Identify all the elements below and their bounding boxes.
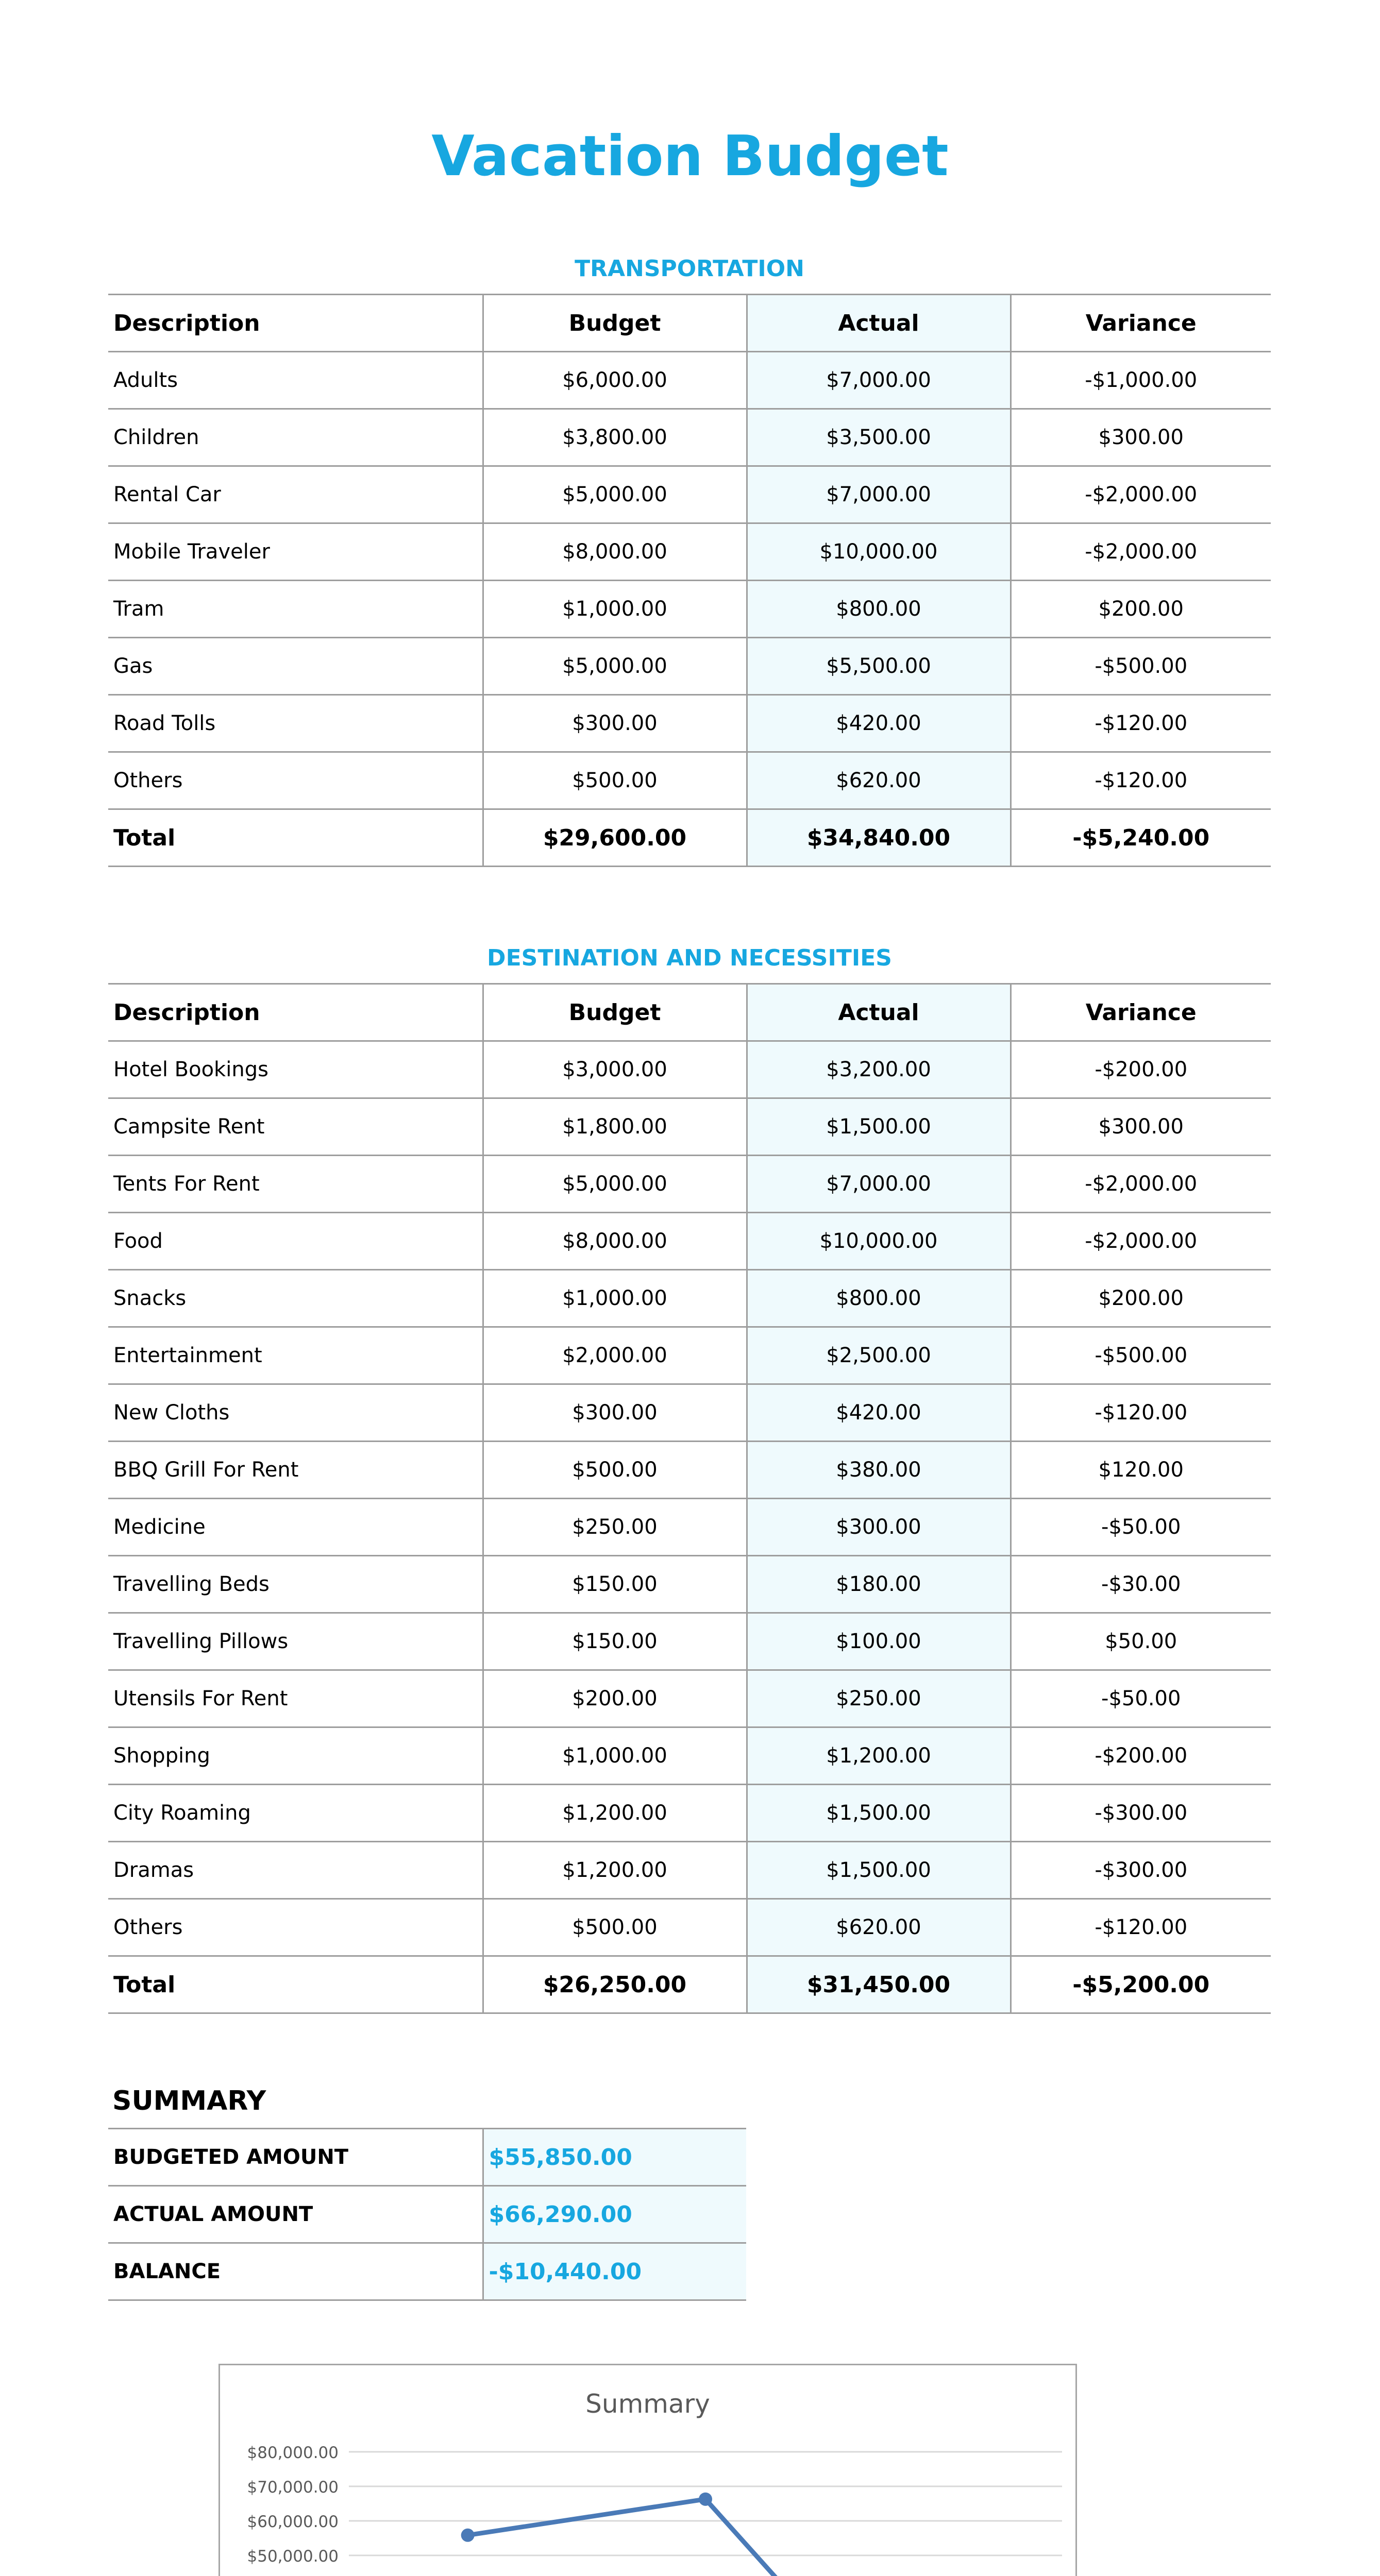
y-tick-label: $50,000.00 [247, 2547, 339, 2566]
row-budget: $300.00 [483, 1384, 747, 1442]
row-actual: $10,000.00 [747, 1213, 1011, 1270]
transportation-table [108, 294, 1271, 867]
row-budget: $3,000.00 [483, 1041, 747, 1098]
row-variance: -$2,000.00 [1011, 1156, 1271, 1213]
table-row [108, 1327, 1271, 1384]
table-row [108, 1727, 1271, 1785]
column-header-actual: Actual [747, 984, 1011, 1041]
table-row [108, 523, 1271, 581]
row-budget: $1,000.00 [483, 1270, 747, 1327]
row-budget: $5,000.00 [483, 638, 747, 695]
summary-heading: SUMMARY [112, 2086, 266, 2116]
row-description: Road Tolls [108, 695, 483, 752]
row-description: New Cloths [108, 1384, 483, 1442]
row-budget: $300.00 [483, 695, 747, 752]
table-row [108, 1041, 1271, 1098]
table-row [108, 1156, 1271, 1213]
row-budget: $1,000.00 [483, 1727, 747, 1785]
row-variance: $120.00 [1011, 1442, 1271, 1499]
column-header-description: Description [108, 295, 483, 352]
row-description: Mobile Traveler [108, 523, 483, 581]
row-actual: $420.00 [747, 695, 1011, 752]
row-variance: -$2,000.00 [1011, 466, 1271, 523]
page-title: Vacation Budget [431, 124, 949, 189]
row-variance: -$2,000.00 [1011, 523, 1271, 581]
summary-table [108, 2128, 746, 2301]
row-budget: $150.00 [483, 1556, 747, 1613]
row-description: Snacks [108, 1270, 483, 1327]
summary-row [108, 2129, 746, 2186]
table-row [108, 638, 1271, 695]
summary-row [108, 2243, 746, 2300]
row-variance: -$30.00 [1011, 1556, 1271, 1613]
total-actual: $34,840.00 [747, 809, 1011, 867]
summary-value: -$10,440.00 [483, 2243, 746, 2300]
table-row [108, 581, 1271, 638]
table-row [108, 352, 1271, 409]
column-header-budget: Budget [483, 984, 747, 1041]
row-description: Children [108, 409, 483, 466]
row-description: Hotel Bookings [108, 1041, 483, 1098]
row-description: Shopping [108, 1727, 483, 1785]
destination-rows [108, 1041, 1271, 2013]
table-row [108, 1499, 1271, 1556]
row-description: BBQ Grill For Rent [108, 1442, 483, 1499]
row-variance: -$50.00 [1011, 1499, 1271, 1556]
row-actual: $5,500.00 [747, 638, 1011, 695]
row-budget: $200.00 [483, 1670, 747, 1727]
row-variance: -$500.00 [1011, 638, 1271, 695]
summary-value: $55,850.00 [483, 2129, 746, 2186]
row-variance: $300.00 [1011, 409, 1271, 466]
row-description: Tents For Rent [108, 1156, 483, 1213]
table-row [108, 1613, 1271, 1670]
total-budget: $29,600.00 [483, 809, 747, 867]
column-header-budget: Budget [483, 295, 747, 352]
row-variance: -$200.00 [1011, 1041, 1271, 1098]
table-row [108, 1384, 1271, 1442]
row-description: Dramas [108, 1842, 483, 1899]
row-budget: $2,000.00 [483, 1327, 747, 1384]
row-description: Food [108, 1213, 483, 1270]
summary-chart [218, 2364, 1077, 2576]
row-budget: $500.00 [483, 1899, 747, 1956]
total-variance: -$5,200.00 [1011, 1956, 1271, 2013]
row-budget: $150.00 [483, 1613, 747, 1670]
column-header-variance: Variance [1011, 984, 1271, 1041]
row-actual: $3,500.00 [747, 409, 1011, 466]
row-description: Tram [108, 581, 483, 638]
row-variance: $200.00 [1011, 1270, 1271, 1327]
chart-title: Summary [585, 2389, 710, 2419]
summary-label: BALANCE [108, 2243, 483, 2300]
total-row [108, 1956, 1271, 2013]
data-point [461, 2529, 475, 2542]
row-actual: $300.00 [747, 1499, 1011, 1556]
summary-line-chart-svg [220, 2365, 1075, 2576]
row-description: City Roaming [108, 1785, 483, 1842]
table-row [108, 1842, 1271, 1899]
row-description: Travelling Beds [108, 1556, 483, 1613]
row-budget: $1,200.00 [483, 1842, 747, 1899]
section-title-transportation: TRANSPORTATION [575, 256, 804, 282]
row-actual: $1,200.00 [747, 1727, 1011, 1785]
row-budget: $500.00 [483, 752, 747, 809]
row-variance: -$120.00 [1011, 752, 1271, 809]
column-header-actual: Actual [747, 295, 1011, 352]
row-actual: $620.00 [747, 1899, 1011, 1956]
total-label: Total [108, 1956, 483, 2013]
row-budget: $3,800.00 [483, 409, 747, 466]
row-variance: -$2,000.00 [1011, 1213, 1271, 1270]
row-actual: $7,000.00 [747, 466, 1011, 523]
row-actual: $800.00 [747, 1270, 1011, 1327]
row-actual: $1,500.00 [747, 1842, 1011, 1899]
row-variance: $50.00 [1011, 1613, 1271, 1670]
row-actual: $100.00 [747, 1613, 1011, 1670]
row-actual: $2,500.00 [747, 1327, 1011, 1384]
row-actual: $10,000.00 [747, 523, 1011, 581]
transportation-rows [108, 352, 1271, 867]
row-variance: -$120.00 [1011, 1384, 1271, 1442]
row-description: Campsite Rent [108, 1098, 483, 1156]
row-variance: -$300.00 [1011, 1842, 1271, 1899]
table-row [108, 695, 1271, 752]
table-row [108, 466, 1271, 523]
table-row [108, 1899, 1271, 1956]
column-header-description: Description [108, 984, 483, 1041]
row-description: Gas [108, 638, 483, 695]
table-row [108, 409, 1271, 466]
table-row [108, 1442, 1271, 1499]
table-row [108, 1670, 1271, 1727]
row-actual: $7,000.00 [747, 1156, 1011, 1213]
row-description: Entertainment [108, 1327, 483, 1384]
row-budget: $8,000.00 [483, 523, 747, 581]
row-budget: $500.00 [483, 1442, 747, 1499]
row-variance: -$500.00 [1011, 1327, 1271, 1384]
row-variance: $300.00 [1011, 1098, 1271, 1156]
summary-value: $66,290.00 [483, 2186, 746, 2243]
summary-label: ACTUAL AMOUNT [108, 2186, 483, 2243]
row-variance: -$1,000.00 [1011, 352, 1271, 409]
row-budget: $6,000.00 [483, 352, 747, 409]
row-actual: $180.00 [747, 1556, 1011, 1613]
row-actual: $1,500.00 [747, 1785, 1011, 1842]
y-tick-label: $70,000.00 [247, 2478, 339, 2497]
row-budget: $1,200.00 [483, 1785, 747, 1842]
table-row [108, 1270, 1271, 1327]
row-description: Travelling Pillows [108, 1613, 483, 1670]
row-description: Utensils For Rent [108, 1670, 483, 1727]
summary-rows [108, 2129, 746, 2300]
column-header-variance: Variance [1011, 295, 1271, 352]
row-budget: $8,000.00 [483, 1213, 747, 1270]
row-actual: $800.00 [747, 581, 1011, 638]
table-header-row [108, 984, 1271, 1041]
table-row [108, 1098, 1271, 1156]
table-row [108, 1785, 1271, 1842]
row-actual: $620.00 [747, 752, 1011, 809]
row-budget: $1,000.00 [483, 581, 747, 638]
table-row [108, 1213, 1271, 1270]
row-variance: $200.00 [1011, 581, 1271, 638]
data-point [699, 2493, 712, 2506]
total-label: Total [108, 809, 483, 867]
row-budget: $250.00 [483, 1499, 747, 1556]
row-variance: -$200.00 [1011, 1727, 1271, 1785]
destination-table [108, 983, 1271, 2014]
row-actual: $420.00 [747, 1384, 1011, 1442]
row-actual: $380.00 [747, 1442, 1011, 1499]
total-budget: $26,250.00 [483, 1956, 747, 2013]
table-row [108, 1556, 1271, 1613]
row-actual: $250.00 [747, 1670, 1011, 1727]
table-row [108, 752, 1271, 809]
row-description: Adults [108, 352, 483, 409]
y-tick-label: $60,000.00 [247, 2513, 339, 2531]
y-tick-label: $80,000.00 [247, 2444, 339, 2462]
row-description: Others [108, 752, 483, 809]
row-variance: -$120.00 [1011, 1899, 1271, 1956]
row-actual: $1,500.00 [747, 1098, 1011, 1156]
row-budget: $1,800.00 [483, 1098, 747, 1156]
total-row [108, 809, 1271, 867]
table-header-row [108, 295, 1271, 352]
total-variance: -$5,240.00 [1011, 809, 1271, 867]
series-line [468, 2499, 944, 2576]
row-variance: -$50.00 [1011, 1670, 1271, 1727]
summary-row [108, 2186, 746, 2243]
row-budget: $5,000.00 [483, 1156, 747, 1213]
row-variance: -$120.00 [1011, 695, 1271, 752]
summary-label: BUDGETED AMOUNT [108, 2129, 483, 2186]
row-description: Rental Car [108, 466, 483, 523]
section-title-destination: DESTINATION AND NECESSITIES [487, 945, 892, 971]
row-variance: -$300.00 [1011, 1785, 1271, 1842]
row-description: Others [108, 1899, 483, 1956]
total-actual: $31,450.00 [747, 1956, 1011, 2013]
row-description: Medicine [108, 1499, 483, 1556]
row-budget: $5,000.00 [483, 466, 747, 523]
row-actual: $3,200.00 [747, 1041, 1011, 1098]
row-actual: $7,000.00 [747, 352, 1011, 409]
